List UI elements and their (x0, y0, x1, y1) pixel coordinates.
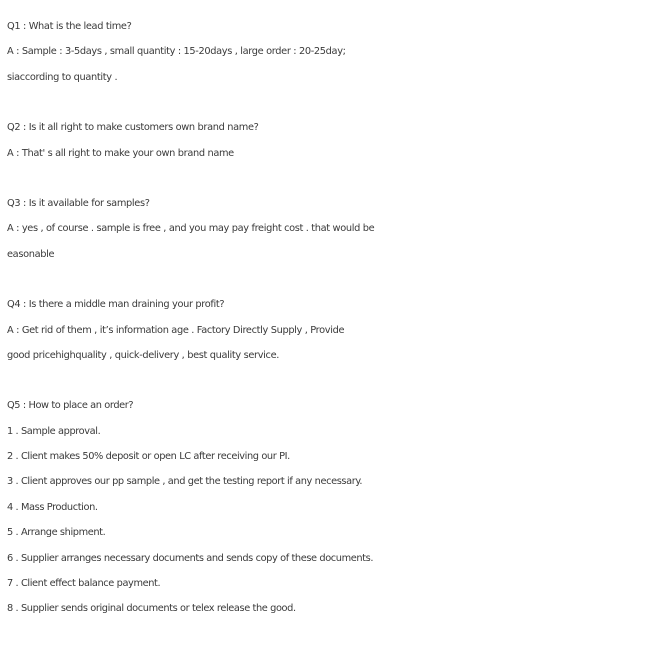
faq-item-q3 (7, 191, 650, 267)
faq-answer-line: A : Sample : 3-5days , small quantity : 15-20days , large order : 20-25day; (7, 46, 346, 58)
faq-answer-line: siaccording to quantity . (7, 71, 118, 83)
faq-answer-line: easonable (7, 248, 55, 260)
order-step: 1 . Sample approval. (7, 425, 101, 437)
order-step: 2 . Client makes 50% deposit or open LC after receiving our PI. (7, 451, 290, 463)
order-step: 6 . Supplier arranges necessary documents and sends copy of these documents. (7, 552, 374, 564)
order-step: 4 . Mass Production. (7, 501, 98, 513)
faq-item-q4 (7, 292, 650, 368)
faq-item-q2 (7, 115, 650, 166)
faq-answer-line: good pricehighquality , quick-delivery , best quality service. (7, 349, 280, 361)
faq-question: Q4 : Is there a middle man draining your profit? (7, 299, 225, 311)
order-step: 8 . Supplier sends original documents or telex release the good. (7, 603, 296, 615)
order-step: 7 . Client effect balance payment. (7, 578, 161, 590)
faq-answer-line: A : yes , of course . sample is free , and you may pay freight cost . that would be (7, 223, 375, 235)
faq-document (7, 14, 650, 647)
faq-answer-line: A : Get rid of them , it’s information age . Factory Directly Supply , Provide (7, 324, 345, 336)
faq-item-q5 (7, 393, 650, 622)
faq-question: Q1 : What is the lead time? (7, 21, 132, 32)
faq-question: Q3 : Is it available for samples? (7, 197, 150, 209)
order-step: 5 . Arrange shipment. (7, 527, 106, 539)
faq-question: Q2 : Is it all right to make customers own brand name? (7, 122, 259, 134)
faq-item-q1 (7, 14, 650, 90)
faq-question: Q5 : How to place an order? (7, 400, 134, 412)
order-step: 3 . Client approves our pp sample , and get the testing report if any necessary. (7, 476, 363, 488)
faq-answer-line: A : That' s all right to make your own brand name (7, 147, 234, 159)
